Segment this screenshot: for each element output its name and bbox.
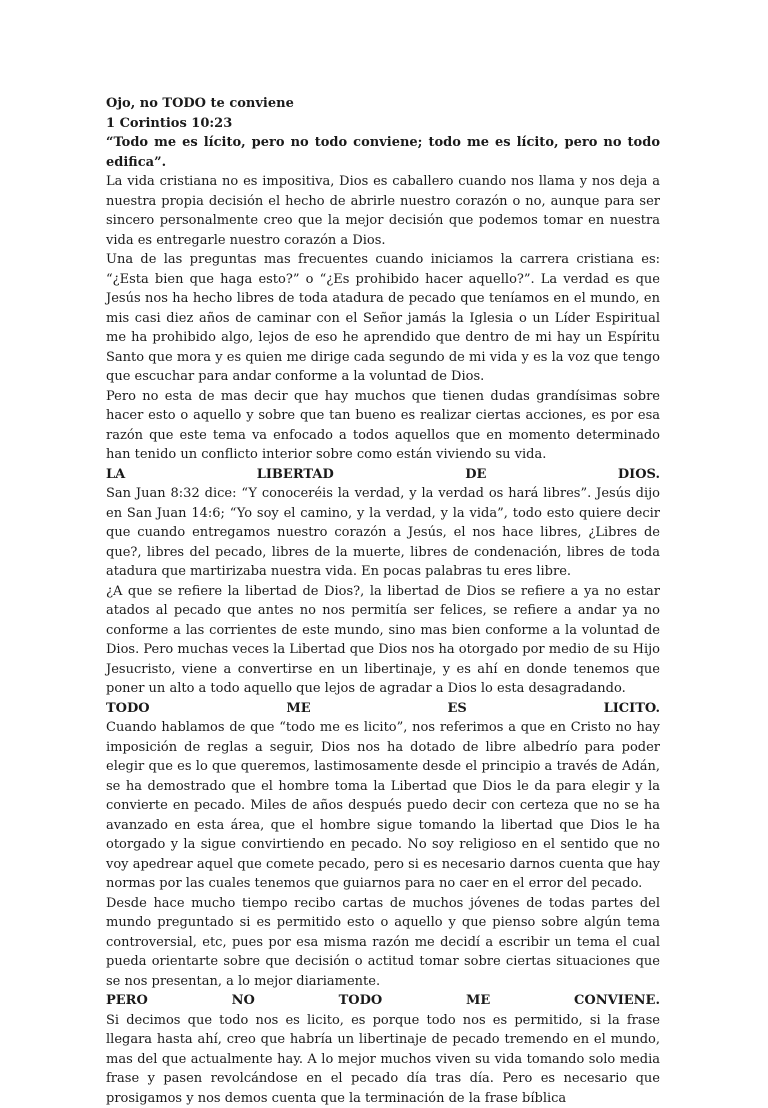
paragraph: San Juan 8:32 dice: “Y conoceréis la verdad, y la verdad os hará libres”. Jesús dijo en San Juan 14:6; “Yo soy el camino, y la verdad, y la vida”, todo esto quiere decir que cuando entregamos nuestro corazón a Jesús, el nos hace libres, ¿Libres de que?, libres del pecado, libres de la muerte, libres de condenación, libres de toda atadura que martirizaba nuestra vida. En pocas palabras tu eres libre. [106, 484, 660, 582]
section-heading-libertad: LA LIBERTAD DE DIOS. [106, 465, 660, 485]
bible-reference: 1 Corintios 10:23 [106, 114, 660, 134]
paragraph: Desde hace mucho tiempo recibo cartas de muchos jóvenes de todas partes del mundo preguntado si es permitido esto o aquello y que pienso sobre algún tema controversial, etc, pues por esa misma razón me decidí a escribir un tema el cual pueda orientarte sobre que decisión o actitud tomar sobre ciertas situaciones que se nos presentan, a lo mejor diariamente. [106, 894, 660, 992]
paragraph: Si decimos que todo nos es licito, es porque todo nos es permitido, si la frase llegara hasta ahí, creo que habría un libertinaje de pecado tremendo en el mundo, mas del que actualmente hay. A lo mejor muchos viven su vida tomando solo media frase y pasen revolcándose en el pecado día tras día. Pero es necesario que prosigamos y nos demos cuenta que la terminación de la frase bíblica [106, 1011, 660, 1108]
paragraph: ¿A que se refiere la libertad de Dios?, la libertad de Dios se refiere a ya no estar atados al pecado que antes no nos permitía ser felices, se refiere a andar ya no conforme a las corrientes de este mundo, sino mas bien conforme a la voluntad de Dios. Pero muchas veces la Libertad que Dios nos ha otorgado por medio de su Hijo Jesucristo, viene a convertirse en un libertinaje, y es ahí en donde tenemos que poner un alto a todo aquello que lejos de agradar a Dios lo esta desagradando. [106, 582, 660, 699]
section-heading-conviene: PERO NO TODO ME CONVIENE. [106, 991, 660, 1011]
bible-quote: “Todo me es lícito, pero no todo conviene; todo me es lícito, pero no todo edifica”. [106, 133, 660, 172]
paragraph: Pero no esta de mas decir que hay muchos que tienen dudas grandísimas sobre hacer esto o aquello y sobre que tan bueno es realizar ciertas acciones, es por esa razón que este tema va enfocado a todos aquellos que en momento determinado han tenido un conflicto interior sobre como están viviendo su vida. [106, 387, 660, 465]
paragraph: Cuando hablamos de que “todo me es licito”, nos referimos a que en Cristo no hay imposición de reglas a seguir, Dios nos ha dotado de libre albedrío para poder elegir que es lo que queremos, lastimosamente desde el principio a través de Adán, se ha demostrado que el hombre toma la Libertad que Dios le da para elegir y la convierte en pecado. Miles de años después puedo decir con certeza que no se ha avanzado en esta área, que el hombre sigue tomando la libertad que Dios le ha otorgado y la sigue convirtiendo en pecado. No soy religioso en el sentido que no voy apedrear aquel que comete pecado, pero si es necesario darnos cuenta que hay normas por las cuales tenemos que guiarnos para no caer en el error del pecado. [106, 718, 660, 894]
section-heading-licito: TODO ME ES LICITO. [106, 699, 660, 719]
document-title: Ojo, no TODO te conviene [106, 94, 660, 114]
paragraph: La vida cristiana no es impositiva, Dios es caballero cuando nos llama y nos deja a nuestra propia decisión el hecho de abrirle nuestro corazón o no, aunque para ser sincero personalmente creo que la mejor decisión que podemos tomar en nuestra vida es entregarle nuestro corazón a Dios. [106, 172, 660, 250]
paragraph: Una de las preguntas mas frecuentes cuando iniciamos la carrera cristiana es: “¿Esta bien que haga esto?” o “¿Es prohibido hacer aquello?”. La verdad es que Jesús nos ha hecho libres de toda atadura de pecado que teníamos en el mundo, en mis casi diez años de caminar con el Señor jamás la Iglesia o un Líder Espiritual me ha prohibido algo, lejos de eso he aprendido que dentro de mi hay un Espíritu Santo que mora y es quien me dirige cada segundo de mi vida y es la voz que tengo que escuchar para andar conforme a la voluntad de Dios. [106, 250, 660, 387]
document-page [106, 94, 660, 1108]
